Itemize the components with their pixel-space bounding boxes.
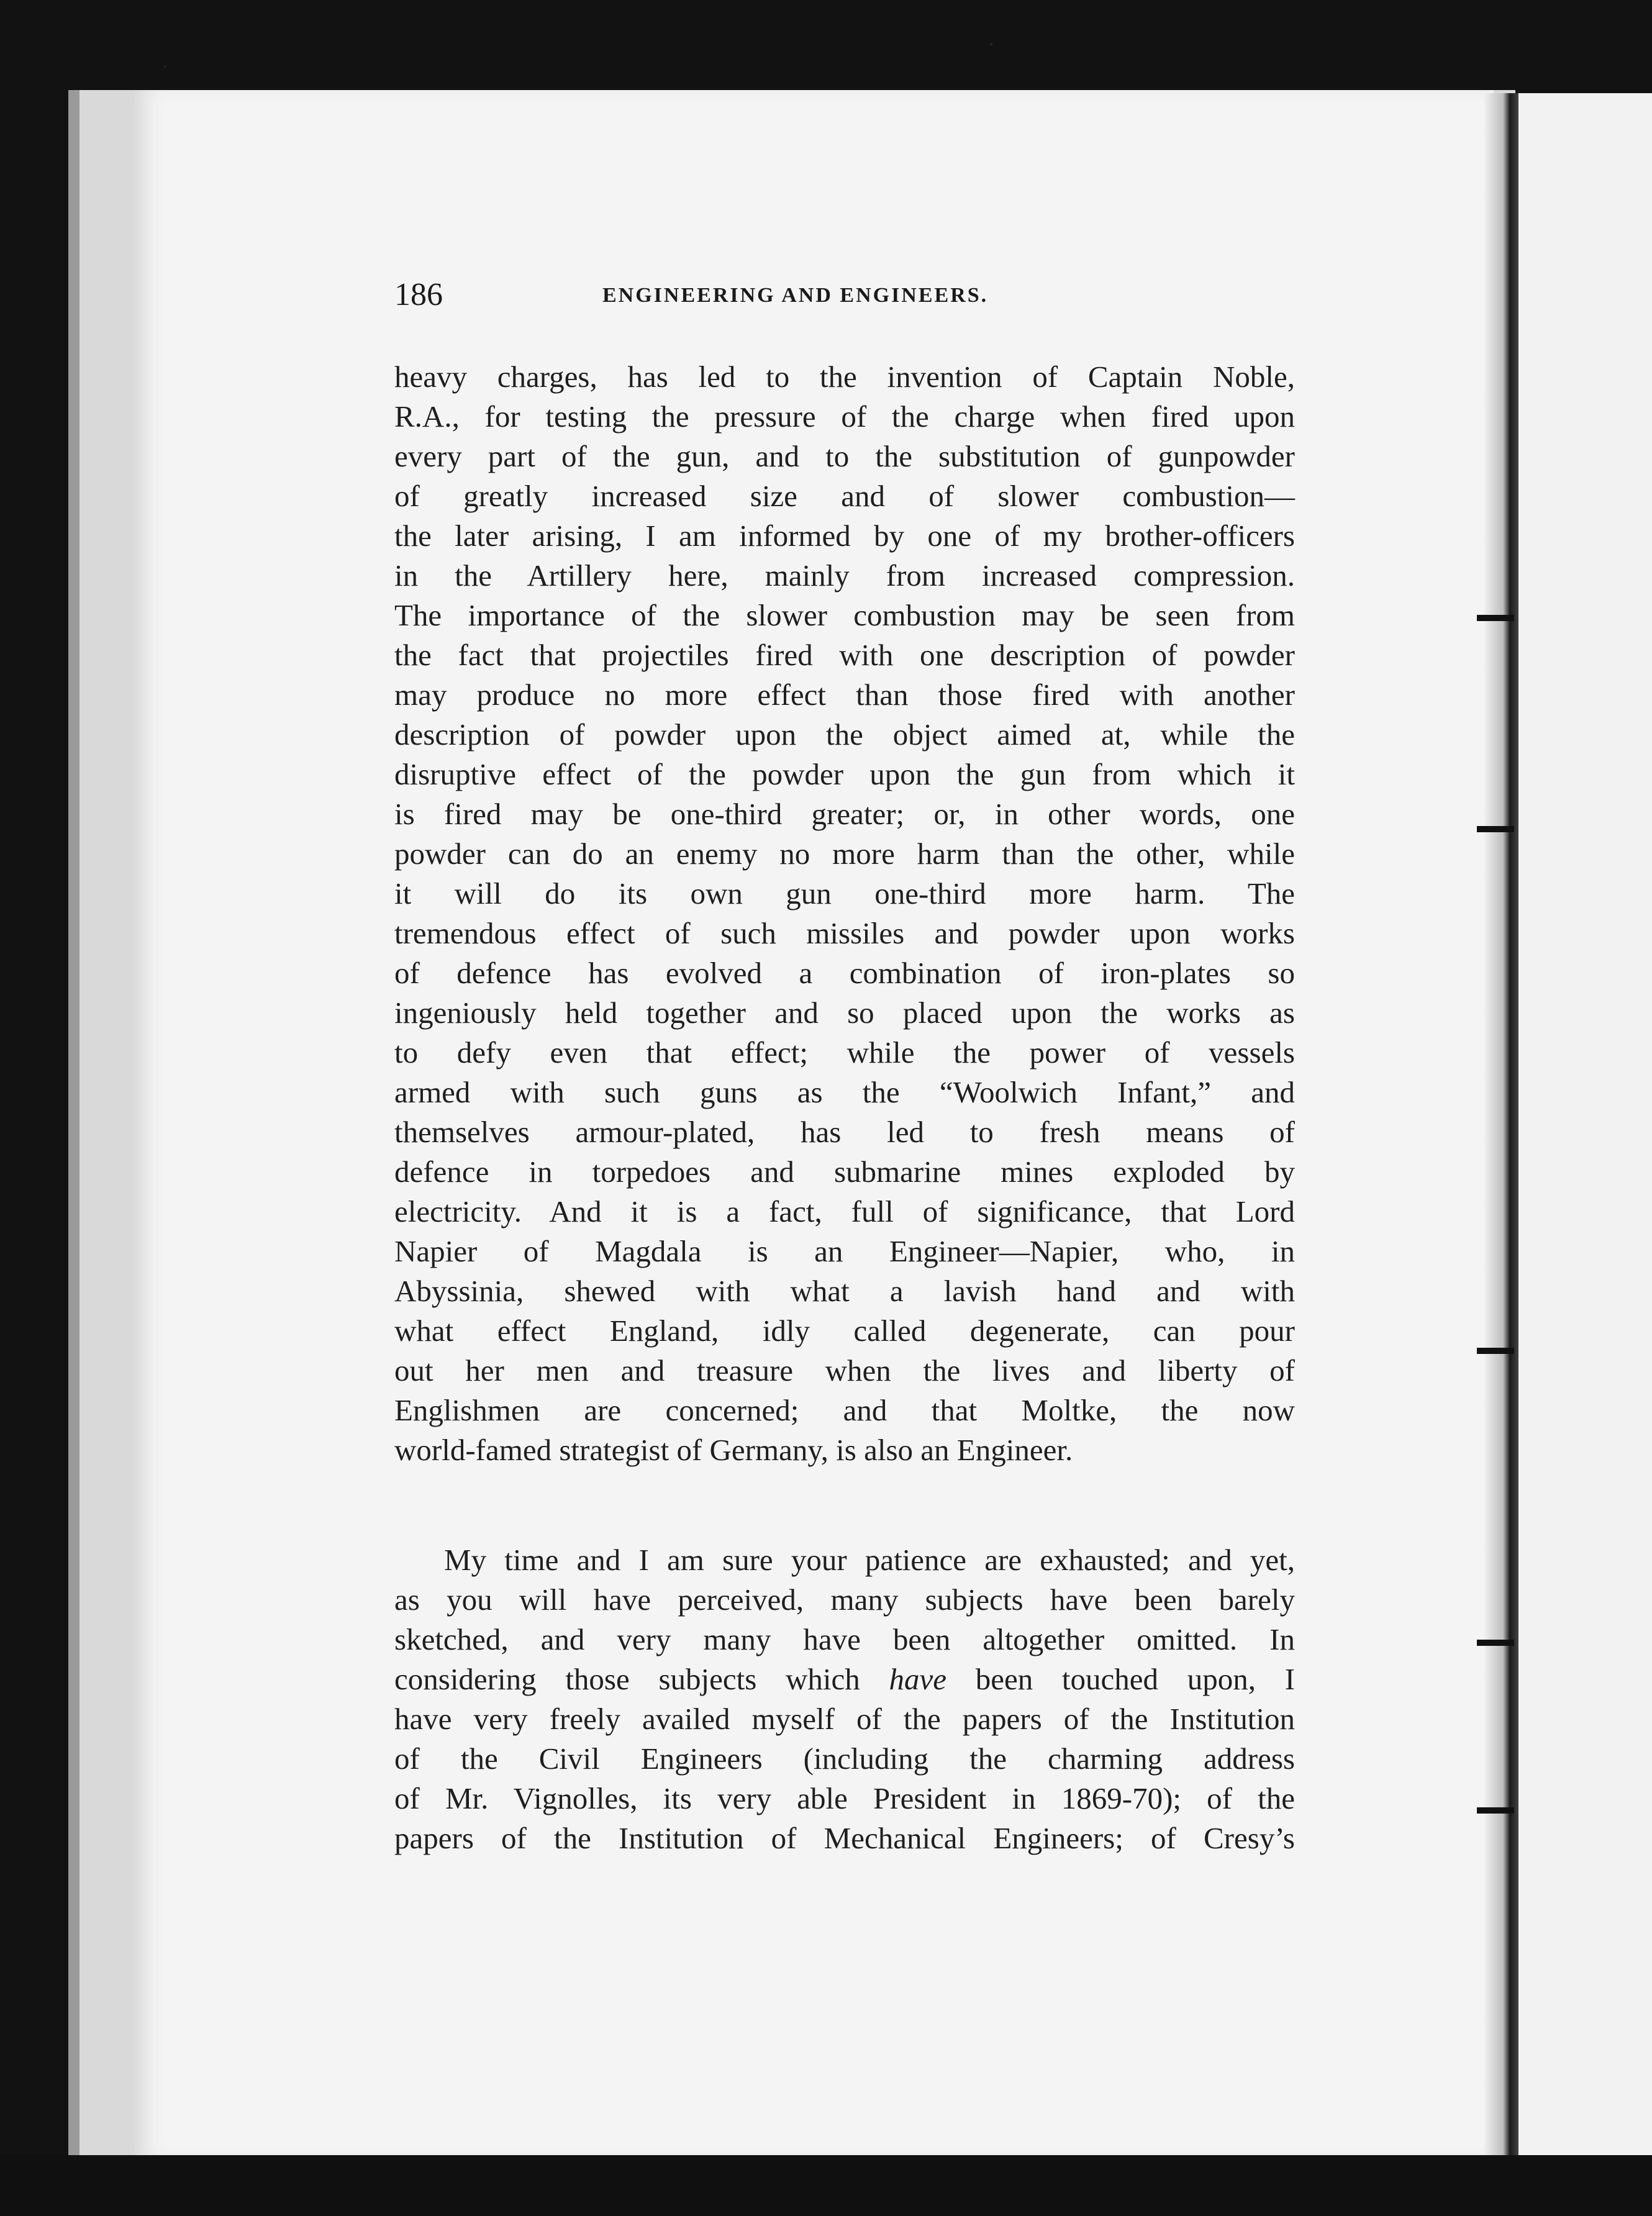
- binding-stitch: [1477, 826, 1514, 832]
- text-line: powder can do an enemy no more harm than the other, while: [394, 837, 1295, 871]
- running-head: ENGINEERING AND ENGINEERS.: [602, 284, 989, 307]
- text-line: tremendous effect of such missiles and powder upon works: [394, 916, 1295, 950]
- text-line: world-famed strategist of Germany, is also an Engineer.: [394, 1433, 1073, 1467]
- text-line: electricity. And it is a fact, full of significance, that Lord: [394, 1194, 1295, 1228]
- text-line: description of powder upon the object aimed at, while the: [394, 717, 1295, 752]
- text-line: the later arising, I am informed by one of my brother-officers: [394, 519, 1295, 553]
- text-line: My time and I am sure your patience are exhausted; and yet,: [444, 1543, 1295, 1577]
- text-line: of defence has evolved a combination of iron-plates so: [394, 956, 1295, 990]
- text-line: heavy charges, has led to the invention of Captain Noble,: [394, 360, 1295, 394]
- text-line: of greatly increased size and of slower combustion—: [394, 479, 1295, 513]
- text-line: Englishmen are concerned; and that Moltke, the now: [394, 1393, 1295, 1427]
- text-line: what effect England, idly called degenerate, can pour: [394, 1314, 1295, 1348]
- text-line: it will do its own gun one-third more harm. The: [394, 876, 1295, 910]
- binding-stitch: [1477, 1348, 1514, 1354]
- text-line: Napier of Magdala is an Engineer—Napier, who, in: [394, 1234, 1295, 1268]
- text-line: disruptive effect of the powder upon the gun from which it: [394, 757, 1295, 791]
- text-line: in the Artillery here, mainly from increased compression.: [394, 558, 1295, 593]
- text-line: as you will have perceived, many subjects have been barely: [394, 1583, 1295, 1617]
- scan-bottom-edge: [0, 2155, 1652, 2216]
- book-spine: [1484, 93, 1518, 2161]
- text-line: ingeniously held together and so placed upon the works as: [394, 996, 1295, 1030]
- text-line: R.A., for testing the pressure of the charge when fired upon: [394, 399, 1295, 434]
- text-line: the fact that projectiles fired with one description of powder: [394, 638, 1295, 672]
- text-line: every part of the gun, and to the substitution of gunpowder: [394, 439, 1295, 473]
- text-segment: been touched upon, I: [975, 1662, 1296, 1696]
- binding-stitch: [1477, 615, 1514, 621]
- page-header: [394, 273, 1071, 317]
- text-line: is fired may be one-third greater; or, in other words, one: [394, 797, 1295, 831]
- text-line: themselves armour-plated, has led to fresh means of: [394, 1115, 1295, 1149]
- text-line: may produce no more effect than those fired with another: [394, 678, 1295, 712]
- text-line: of the Civil Engineers (including the charming address: [394, 1741, 1295, 1776]
- binding-stitch: [1477, 1807, 1514, 1814]
- text-line: have very freely availed myself of the papers of the Institution: [394, 1702, 1295, 1736]
- text-line: sketched, and very many have been altogether omitted. In: [394, 1622, 1295, 1656]
- text-line: out her men and treasure when the lives and liberty of: [394, 1353, 1295, 1387]
- text-segment: considering those subjects which: [394, 1662, 860, 1696]
- text-line: defence in torpedoes and submarine mines exploded by: [394, 1155, 1295, 1189]
- text-line: papers of the Institution of Mechanical Engineers; of Cresy’s: [394, 1821, 1295, 1855]
- italic-word: have: [889, 1662, 946, 1696]
- text-line: The importance of the slower combustion may be seen from: [394, 598, 1295, 632]
- text-line: Abyssinia, shewed with what a lavish hand and with: [394, 1274, 1295, 1308]
- text-line-with-italic: [394, 1660, 1295, 1699]
- text-line: armed with such guns as the “Woolwich Infant,” and: [394, 1075, 1295, 1109]
- binding-stitch: [1477, 1640, 1514, 1646]
- facing-page-edge: [1518, 93, 1652, 2161]
- page-number: 186: [394, 277, 443, 312]
- text-line: to defy even that effect; while the power of vessels: [394, 1035, 1295, 1069]
- text-line: of Mr. Vignolles, its very able President in 1869-70); of the: [394, 1781, 1295, 1815]
